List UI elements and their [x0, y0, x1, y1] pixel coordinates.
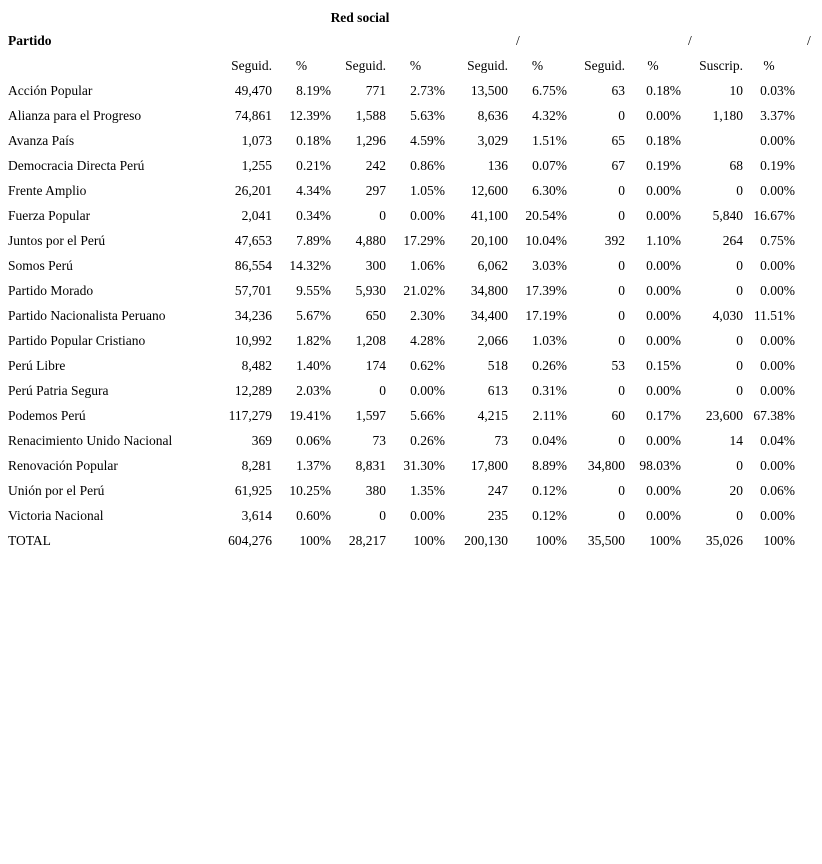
value-cell: 0.04%: [532, 433, 567, 448]
value-cell: 0.17%: [646, 408, 681, 423]
value-cell: [681, 128, 743, 153]
value-cell: 8,831: [355, 458, 386, 473]
value-cell: 73: [372, 433, 386, 448]
value-cell: 0.00%: [410, 208, 445, 223]
value-cell: 100%: [763, 533, 795, 548]
value-cell: 0: [618, 383, 625, 398]
value-cell: 4,880: [355, 233, 386, 248]
table-row: [0, 378, 795, 403]
table-row: [0, 303, 795, 328]
value-cell: 0.00%: [760, 283, 795, 298]
column-header: %: [295, 58, 308, 73]
value-cell: 8.19%: [296, 83, 331, 98]
value-cell: 0.75%: [760, 233, 795, 248]
value-cell: 41,100: [470, 208, 508, 223]
party-name: Fuerza Popular: [8, 208, 91, 223]
value-cell: 61,925: [234, 483, 272, 498]
value-cell: 604,276: [228, 533, 272, 548]
party-stats-table: [0, 53, 795, 553]
value-cell: 3.03%: [532, 258, 567, 273]
value-cell: 0: [736, 358, 743, 373]
table-row: [0, 278, 795, 303]
value-cell: 34,800: [470, 283, 508, 298]
table-header-group-row: [0, 28, 822, 53]
value-cell: 392: [604, 233, 625, 248]
party-name: Perú Patria Segura: [8, 383, 109, 398]
table-body: [0, 78, 795, 553]
party-header-cell: [0, 53, 215, 78]
value-cell: 0: [618, 208, 625, 223]
value-cell: 0.34%: [296, 208, 331, 223]
value-cell: 21.02%: [403, 283, 445, 298]
value-cell: 242: [365, 158, 386, 173]
value-cell: 49,470: [234, 83, 272, 98]
value-cell: 1.03%: [532, 333, 567, 348]
value-cell: 14: [729, 433, 743, 448]
value-cell: 0: [379, 208, 386, 223]
value-cell: 0.19%: [760, 158, 795, 173]
value-cell: 0: [736, 333, 743, 348]
value-cell: 3,029: [477, 133, 508, 148]
value-cell: 23,600: [705, 408, 743, 423]
value-cell: 0: [618, 183, 625, 198]
value-cell: 10: [729, 83, 743, 98]
value-cell: 60: [611, 408, 625, 423]
value-cell: 0.00%: [646, 258, 681, 273]
header-separator-slash: /: [516, 33, 520, 48]
value-cell: 35,500: [587, 533, 625, 548]
value-cell: 53: [611, 358, 625, 373]
value-cell: 0.00%: [760, 458, 795, 473]
value-cell: 0.15%: [646, 358, 681, 373]
value-cell: 0.00%: [760, 508, 795, 523]
value-cell: 0.18%: [646, 133, 681, 148]
value-cell: 0: [379, 383, 386, 398]
value-cell: 67.38%: [753, 408, 795, 423]
value-cell: 0: [618, 483, 625, 498]
table-row: [0, 128, 795, 153]
value-cell: 136: [487, 158, 508, 173]
value-cell: 3,614: [241, 508, 272, 523]
value-cell: 200,130: [464, 533, 508, 548]
table-row: [0, 453, 795, 478]
value-cell: 0.07%: [532, 158, 567, 173]
value-cell: 6,062: [477, 258, 508, 273]
party-name: Partido Morado: [8, 283, 94, 298]
value-cell: 0.00%: [760, 358, 795, 373]
value-cell: 0.06%: [760, 483, 795, 498]
value-cell: 0.26%: [532, 358, 567, 373]
party-name: Democracia Directa Perú: [8, 158, 145, 173]
value-cell: 0: [736, 458, 743, 473]
column-header: %: [409, 58, 422, 73]
value-cell: 0.86%: [410, 158, 445, 173]
value-cell: 5.67%: [296, 308, 331, 323]
value-cell: 1,255: [241, 158, 272, 173]
value-cell: 1.05%: [410, 183, 445, 198]
party-name: Somos Perú: [8, 258, 73, 273]
value-cell: 0.00%: [646, 208, 681, 223]
value-cell: 5,840: [712, 208, 743, 223]
value-cell: 0.00%: [646, 308, 681, 323]
value-cell: 65: [611, 133, 625, 148]
value-cell: 235: [487, 508, 508, 523]
value-cell: 12,600: [470, 183, 508, 198]
table-row: [0, 153, 795, 178]
value-cell: 0.00%: [646, 433, 681, 448]
value-cell: 0: [618, 283, 625, 298]
value-cell: 17.29%: [403, 233, 445, 248]
value-cell: 8,482: [241, 358, 272, 373]
value-cell: 86,554: [234, 258, 272, 273]
value-cell: 16.67%: [753, 208, 795, 223]
value-cell: 31.30%: [403, 458, 445, 473]
value-cell: 518: [487, 358, 508, 373]
value-cell: 4,215: [477, 408, 508, 423]
value-cell: 771: [365, 83, 386, 98]
value-cell: 98.03%: [639, 458, 681, 473]
value-cell: 247: [487, 483, 508, 498]
value-cell: 63: [611, 83, 625, 98]
value-cell: 4.32%: [532, 108, 567, 123]
party-name: Juntos por el Perú: [8, 233, 106, 248]
value-cell: 74,861: [234, 108, 272, 123]
value-cell: 0.00%: [760, 258, 795, 273]
value-cell: 0.00%: [646, 333, 681, 348]
value-cell: 0.26%: [410, 433, 445, 448]
value-cell: 0.00%: [646, 508, 681, 523]
value-cell: 300: [365, 258, 386, 273]
party-name: Victoria Nacional: [8, 508, 104, 523]
value-cell: 4.59%: [410, 133, 445, 148]
value-cell: 613: [487, 383, 508, 398]
value-cell: 8,636: [477, 108, 508, 123]
party-name: Podemos Perú: [8, 408, 86, 423]
table-row: [0, 403, 795, 428]
value-cell: 369: [251, 433, 272, 448]
value-cell: 17.39%: [525, 283, 567, 298]
value-cell: 2.03%: [296, 383, 331, 398]
value-cell: 0.00%: [646, 183, 681, 198]
header-separator-slash: /: [688, 33, 692, 48]
value-cell: 100%: [413, 533, 445, 548]
value-cell: 0.18%: [296, 133, 331, 148]
column-header: %: [647, 58, 659, 73]
value-cell: 20: [729, 483, 743, 498]
table-row: [0, 528, 795, 553]
value-cell: 0.00%: [760, 333, 795, 348]
table-row: [0, 253, 795, 278]
value-cell: 5.66%: [410, 408, 445, 423]
value-cell: 12.39%: [289, 108, 331, 123]
value-cell: 0: [618, 258, 625, 273]
value-cell: 1,208: [355, 333, 386, 348]
value-cell: 5,930: [355, 283, 386, 298]
value-cell: 0: [618, 433, 625, 448]
value-cell: 17.19%: [525, 308, 567, 323]
value-cell: 4.28%: [410, 333, 445, 348]
value-cell: 9.55%: [296, 283, 331, 298]
value-cell: 1,180: [712, 108, 743, 123]
value-cell: 20,100: [470, 233, 508, 248]
value-cell: 67: [611, 158, 625, 173]
value-cell: 0.00%: [760, 183, 795, 198]
value-cell: 6.30%: [532, 183, 567, 198]
value-cell: 0.00%: [646, 383, 681, 398]
value-cell: 6.75%: [532, 83, 567, 98]
value-cell: 11.51%: [753, 308, 795, 323]
party-name: Acción Popular: [8, 83, 93, 98]
value-cell: 12,289: [234, 383, 272, 398]
value-cell: 650: [365, 308, 386, 323]
value-cell: 68: [729, 158, 743, 173]
table-row: [0, 228, 795, 253]
value-cell: 1,597: [355, 408, 386, 423]
value-cell: 0.00%: [410, 383, 445, 398]
table-header-row: [0, 53, 795, 78]
value-cell: 1.06%: [410, 258, 445, 273]
value-cell: 1.40%: [296, 358, 331, 373]
column-header: Seguid.: [345, 58, 386, 73]
value-cell: 4,030: [712, 308, 743, 323]
value-cell: 2.30%: [410, 308, 445, 323]
value-cell: 0: [618, 333, 625, 348]
value-cell: 0: [379, 508, 386, 523]
value-cell: 34,236: [234, 308, 272, 323]
value-cell: 17,800: [470, 458, 508, 473]
table-row: [0, 328, 795, 353]
value-cell: 0.60%: [296, 508, 331, 523]
value-cell: 2,041: [241, 208, 272, 223]
table-row: [0, 178, 795, 203]
party-name: Perú Libre: [8, 358, 66, 373]
value-cell: 10,992: [234, 333, 272, 348]
party-name: Renacimiento Unido Nacional: [8, 433, 173, 448]
column-header: Suscrip.: [699, 58, 743, 73]
page-title: Red social: [330, 10, 390, 25]
value-cell: 174: [365, 358, 386, 373]
value-cell: 2.73%: [410, 83, 445, 98]
value-cell: 0.04%: [760, 433, 795, 448]
value-cell: 0.00%: [646, 283, 681, 298]
party-name: Renovación Popular: [8, 458, 118, 473]
value-cell: 0.06%: [296, 433, 331, 448]
value-cell: 2.11%: [532, 408, 567, 423]
value-cell: 0: [736, 383, 743, 398]
table-row: [0, 503, 795, 528]
value-cell: 8,281: [241, 458, 272, 473]
value-cell: 3.37%: [760, 108, 795, 123]
party-name: Unión por el Perú: [8, 483, 105, 498]
value-cell: 20.54%: [525, 208, 567, 223]
column-header: %: [531, 58, 544, 73]
value-cell: 10.25%: [289, 483, 331, 498]
value-cell: 297: [365, 183, 386, 198]
table-row: [0, 478, 795, 503]
party-name: Alianza para el Progreso: [8, 108, 142, 123]
value-cell: 73: [494, 433, 508, 448]
value-cell: 0.00%: [646, 108, 681, 123]
value-cell: 0: [736, 283, 743, 298]
table-row: [0, 203, 795, 228]
value-cell: 1,588: [355, 108, 386, 123]
value-cell: 7.89%: [296, 233, 331, 248]
value-cell: 28,217: [348, 533, 386, 548]
party-name: Avanza País: [8, 133, 75, 148]
value-cell: 5.63%: [410, 108, 445, 123]
value-cell: 26,201: [234, 183, 272, 198]
value-cell: 19.41%: [289, 408, 331, 423]
value-cell: 0: [736, 508, 743, 523]
value-cell: 34,400: [470, 308, 508, 323]
value-cell: 380: [365, 483, 386, 498]
table-row: [0, 78, 795, 103]
value-cell: 100%: [535, 533, 567, 548]
value-cell: 0.18%: [646, 83, 681, 98]
value-cell: 1.37%: [296, 458, 331, 473]
value-cell: 1,073: [241, 133, 272, 148]
value-cell: 0.12%: [532, 483, 567, 498]
value-cell: 0.00%: [410, 508, 445, 523]
value-cell: 57,701: [234, 283, 272, 298]
value-cell: 1.51%: [532, 133, 567, 148]
value-cell: 13,500: [470, 83, 508, 98]
value-cell: 0: [736, 183, 743, 198]
value-cell: 1.82%: [296, 333, 331, 348]
column-header: %: [763, 58, 775, 73]
party-name: Partido Nacionalista Peruano: [8, 308, 166, 323]
value-cell: 34,800: [587, 458, 625, 473]
value-cell: 0.03%: [760, 83, 795, 98]
partido-column-label: Partido: [8, 33, 52, 48]
value-cell: 1.10%: [646, 233, 681, 248]
value-cell: 8.89%: [532, 458, 567, 473]
value-cell: 0.00%: [646, 483, 681, 498]
table-row: [0, 103, 795, 128]
column-header: Seguid.: [584, 58, 625, 73]
table-row: [0, 428, 795, 453]
value-cell: 1,296: [355, 133, 386, 148]
header-separator-slash: /: [807, 33, 811, 48]
value-cell: 0.62%: [410, 358, 445, 373]
value-cell: 0.12%: [532, 508, 567, 523]
value-cell: 1.35%: [410, 483, 445, 498]
value-cell: 100%: [649, 533, 681, 548]
value-cell: 0.00%: [760, 133, 795, 148]
value-cell: 0.31%: [532, 383, 567, 398]
value-cell: 0: [618, 308, 625, 323]
value-cell: 0: [618, 508, 625, 523]
party-name: TOTAL: [8, 533, 51, 548]
value-cell: 14.32%: [289, 258, 331, 273]
party-name: Partido Popular Cristiano: [8, 333, 146, 348]
value-cell: 0: [736, 258, 743, 273]
value-cell: 264: [722, 233, 743, 248]
value-cell: 0.00%: [760, 383, 795, 398]
column-header: Seguid.: [231, 58, 272, 73]
value-cell: 0: [618, 108, 625, 123]
value-cell: 100%: [299, 533, 331, 548]
value-cell: 4.34%: [296, 183, 331, 198]
column-header: Seguid.: [467, 58, 508, 73]
value-cell: 10.04%: [525, 233, 567, 248]
party-name: Frente Amplio: [8, 183, 87, 198]
value-cell: 2,066: [477, 333, 508, 348]
table-row: [0, 353, 795, 378]
value-cell: 0.21%: [296, 158, 331, 173]
value-cell: 47,653: [234, 233, 272, 248]
value-cell: 117,279: [228, 408, 272, 423]
value-cell: 35,026: [705, 533, 743, 548]
value-cell: 0.19%: [646, 158, 681, 173]
